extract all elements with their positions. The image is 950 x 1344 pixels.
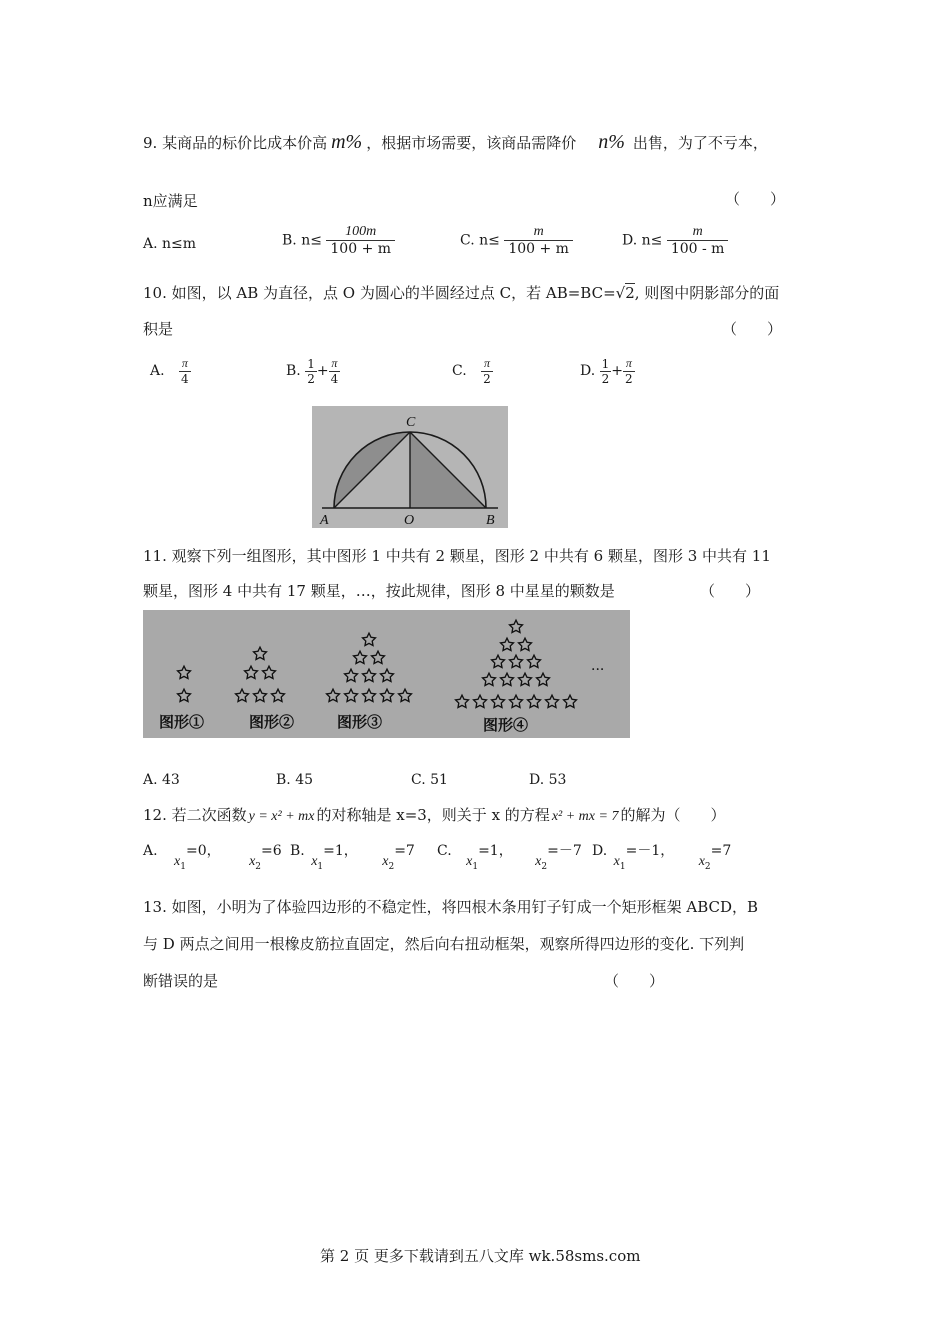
subscript-2: 2 [388, 862, 395, 872]
subscript-2: 2 [541, 862, 548, 872]
q12-option-b-x1-value: =1， [323, 843, 358, 859]
point-o-label: O [404, 513, 415, 528]
fig3-star [381, 669, 394, 681]
fraction-numerator: 100m [345, 224, 377, 239]
fraction-numerator: π [483, 356, 490, 370]
fig3-star [327, 689, 340, 701]
var-x1: x [174, 854, 181, 869]
q13-line2: 与 D 两点之间用一根橡皮筋拉直固定，然后向右扭动框架，观察所得四边形的变化. 下列判 [143, 935, 745, 953]
subscript-2: 2 [704, 862, 711, 872]
q9-answer-paren: （ ） [725, 190, 786, 208]
q10-option-b-label: B. [286, 363, 301, 379]
figure-2-label: 图形② [249, 713, 295, 731]
q10-option-d: D. $\frac{1}{2}$ + $\frac{\pi}{2}$ [580, 356, 633, 386]
subscript-1: 1 [472, 862, 479, 872]
fig4-star [537, 673, 550, 685]
q12-option-b [290, 840, 415, 872]
q10-line2: 积是 [143, 320, 174, 338]
var-x2: x [698, 854, 705, 869]
point-a-label: A [320, 513, 329, 528]
fig3-star [372, 651, 385, 663]
sqrt-symbol: √ [615, 284, 626, 302]
fig3-star [363, 633, 376, 645]
subscript-1: 1 [180, 862, 186, 872]
fig4-star [510, 620, 523, 632]
q12-option-b-x2-value: =7 [394, 843, 415, 859]
fraction-numerator: π [625, 356, 632, 370]
q10-answer-paren: （ ） [722, 320, 783, 338]
q13-line1: 13. 如图，小明为了体验四边形的不稳定性，将四根木条用钉子钉成一个矩形框架 ABCD，B [143, 898, 759, 916]
subscript-2: 2 [255, 862, 262, 872]
figure-4-label: 图形④ [483, 716, 529, 734]
fig4-star [510, 695, 523, 707]
q12-equation: x² + mx = 7 [551, 809, 619, 824]
fraction-denominator: 4 [330, 372, 339, 386]
fig2-star [254, 647, 267, 659]
fig4-star [492, 695, 505, 707]
fraction-denominator: 2 [307, 371, 315, 386]
q11-line1: 11. 观察下列一组图形，其中图形 1 中共有 2 颗星，图形 2 中共有 6 颗星，图形 3 中共有 11 [143, 547, 771, 565]
q12-option-d-label: D. [592, 843, 608, 859]
fig2-star [245, 666, 258, 678]
q9-text-a: 9. 某商品的标价比成本价高 [143, 134, 328, 152]
q11-option-a: A. 43 [143, 772, 180, 788]
q9-text-c: 出售，为了不亏本， [632, 134, 768, 152]
fig2-star [236, 689, 249, 701]
q12-option-c-x1-value: =1， [478, 843, 513, 859]
q12-line [143, 804, 725, 825]
q12-option-c-label: C. [437, 843, 452, 859]
q11-option-b: B. 45 [276, 772, 314, 788]
q13-line3: 断错误的是 [143, 972, 219, 990]
q10-option-c-fraction [481, 356, 493, 386]
q9-option-b-label: B. n≤ [282, 232, 322, 249]
q9-option-c-label: C. n≤ [460, 232, 500, 249]
fraction-numerator: π [331, 356, 338, 370]
var-x1: x [311, 854, 318, 869]
q11-line2: 颗星，图形 4 中共有 17 颗星，…，按此规律，图形 8 中星星的颗数是 [143, 582, 615, 600]
q9-line1 [143, 131, 768, 154]
q12-option-b-label: B. [290, 843, 305, 859]
fraction-denominator: 2 [601, 371, 610, 386]
q9-option-b [282, 224, 395, 257]
fig4-star [501, 638, 514, 650]
q12-option-a-x1-value: =0， [185, 843, 221, 859]
fig2-star [272, 689, 285, 701]
q12-option-d-x1-value: =－1， [625, 843, 675, 859]
q9-option-a: A. n≤m [143, 236, 197, 252]
fig4-star [483, 673, 496, 685]
fig3-star [381, 689, 394, 701]
q10-option-b: B. $\frac{1}{2}$ + $\frac{\pi}{4}$ [286, 356, 339, 386]
q10-text-b: , 则图中阴影部分的面 [634, 284, 780, 302]
fig4-star [501, 673, 514, 685]
ellipsis-label: ··· [591, 662, 605, 678]
q12-text-b: 的对称轴是 x=3，则关于 x 的方程 [316, 806, 550, 824]
fraction-numerator: 1 [601, 356, 610, 371]
fraction-denominator: 100 + m [504, 240, 573, 257]
fig3-star [363, 689, 376, 701]
subscript-1: 1 [619, 862, 626, 872]
fig3-star [345, 689, 358, 701]
fig2-star [263, 666, 276, 678]
q11-answer-paren: （ ） [700, 582, 761, 600]
figure-1-label: 图形① [159, 713, 205, 731]
fig3-star [399, 689, 412, 701]
q10-option-c-label: C. [452, 363, 467, 379]
q12-option-d [592, 840, 732, 872]
q10-option-a [150, 356, 191, 386]
q12-function: y = x² + mx [248, 809, 315, 824]
fig3-star [354, 651, 367, 663]
q10-option-d-label: D. [580, 363, 596, 379]
q12-option-a [143, 840, 282, 872]
q12-option-d-x2-value: =7 [710, 843, 732, 859]
fraction-denominator: 2 [483, 372, 491, 386]
q9-option-d-fraction [667, 224, 729, 257]
fig4-star [528, 695, 541, 707]
fraction-denominator: 4 [181, 372, 189, 386]
q11-option-d: D. 53 [529, 772, 567, 788]
q9-option-c [460, 224, 573, 257]
q12-option-a-x2-value: =6 [261, 843, 282, 859]
q11-star-pattern-figure [143, 610, 630, 738]
var-x2: x [382, 854, 389, 869]
q9-option-d-label: D. n≤ [622, 232, 663, 249]
q10-option-b-fraction1 [305, 357, 317, 386]
subscript-1: 1 [317, 862, 324, 872]
q9-option-d [622, 224, 728, 257]
fig1-star [178, 666, 191, 678]
figure-3-label: 图形③ [337, 713, 383, 731]
fig4-star [519, 673, 532, 685]
q10-semicircle-figure [312, 406, 508, 528]
fig4-star [510, 655, 523, 667]
point-b-label: B [486, 513, 495, 528]
fraction-numerator: m [533, 224, 544, 239]
q10-option-c [452, 356, 493, 386]
q12-option-c-x2-value: =－7 [547, 843, 582, 859]
fig4-star [564, 695, 577, 707]
fig4-star [456, 695, 469, 707]
q12-text-a: 12. 若二次函数 [143, 806, 247, 824]
fig4-star [546, 695, 559, 707]
fig4-star [474, 695, 487, 707]
var-x2: x [535, 854, 542, 869]
q10-option-d-fraction1 [600, 357, 612, 386]
q10-option-d-fraction2 [623, 356, 635, 386]
var-x1: x [466, 854, 473, 869]
fraction-denominator: 2 [625, 372, 633, 386]
page-footer: 第 2 页 更多下载请到五八文库 wk.58sms.com [320, 1247, 641, 1265]
fig3-star [345, 669, 358, 681]
fig4-star [519, 638, 532, 650]
q9-option-b-fraction [326, 224, 395, 257]
fraction-numerator: m [692, 224, 703, 239]
q12-option-c [437, 840, 582, 872]
fig1-star [178, 689, 191, 701]
q9-option-c-fraction [504, 224, 573, 257]
fraction-numerator: π [181, 356, 188, 370]
q10-option-a-fraction [179, 356, 191, 386]
fig3-star [363, 669, 376, 681]
fig2-star [254, 689, 267, 701]
star-pattern-diagram [143, 610, 630, 738]
fraction-denominator: 100 - m [667, 240, 729, 257]
semicircle-diagram [312, 406, 508, 528]
q9-n-percent: n% [598, 131, 625, 153]
q9-line2: n应满足 [143, 192, 198, 210]
q9-text-b: ，根据市场需要，该商品需降价 [366, 134, 577, 152]
point-c-label: C [406, 415, 416, 430]
var-x1: x [613, 854, 620, 869]
q13-answer-paren: （ ） [604, 972, 665, 990]
q12-text-c: 的解为（ ） [620, 806, 726, 824]
var-x2: x [249, 854, 256, 869]
q11-option-c: C. 51 [411, 772, 448, 788]
q10-text-a: 10. 如图，以 AB 为直径，点 O 为圆心的半圆经过点 C，若 AB=BC= [143, 284, 616, 302]
sqrt-value: 2 [625, 284, 635, 302]
q12-option-a-label: A. [143, 843, 158, 859]
fig4-star [528, 655, 541, 667]
q9-m-percent: m% [331, 131, 363, 153]
q10-option-b-fraction2 [329, 356, 341, 386]
fraction-denominator: 100 + m [326, 240, 395, 257]
q10-option-a-label: A. [150, 363, 165, 379]
fig4-star [492, 655, 505, 667]
fraction-numerator: 1 [307, 356, 315, 371]
q10-line1 [143, 282, 779, 303]
